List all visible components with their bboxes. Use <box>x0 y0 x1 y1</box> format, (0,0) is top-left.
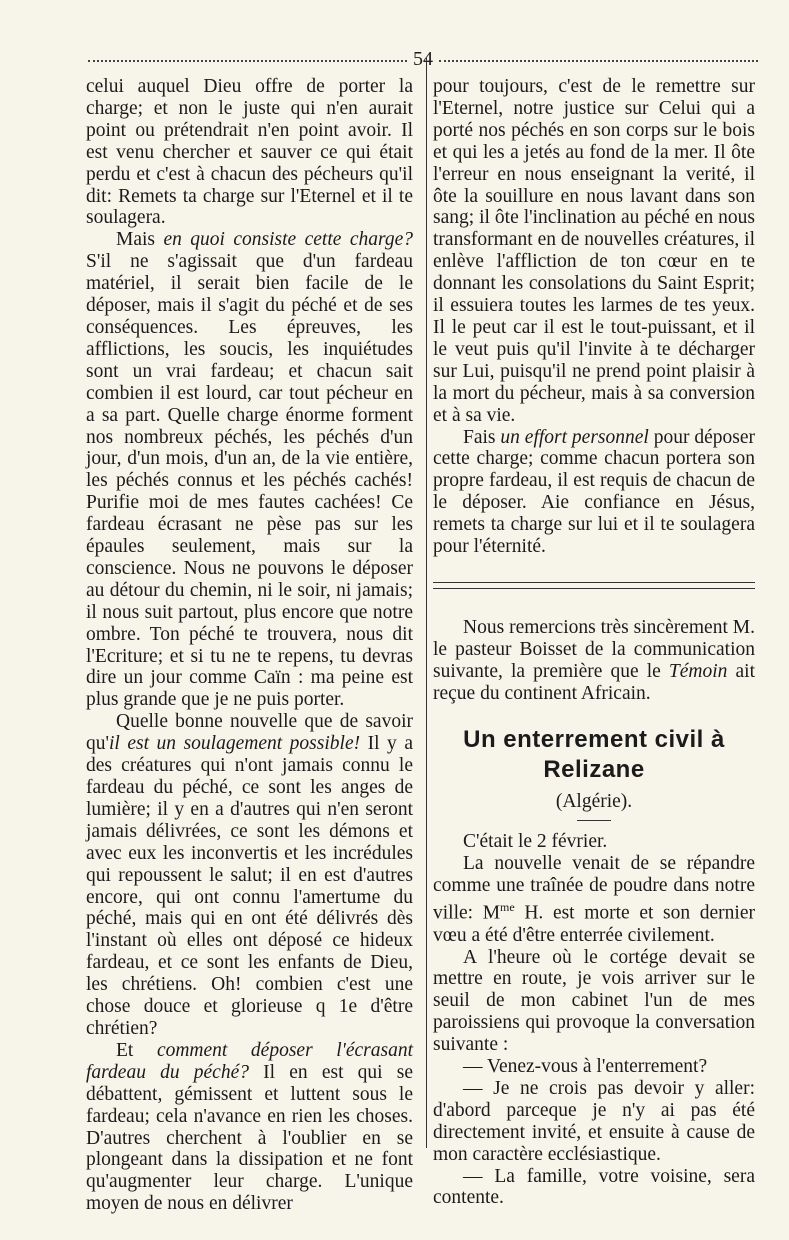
header-rule-right <box>439 60 758 62</box>
paragraph: celui auquel Dieu offre de porter la charge; et non le juste qui n'en aurait point ou prétendrait n'en point avoir. Il est venu chercher et sauver ce qui était perdu et c'est à chacun des pécheurs qu'il dit: Remets ta charge sur l'Eternel et il te soulagera. <box>86 76 413 229</box>
editorial-note: Nous remercions très sincèrement M. le pasteur Boisset de la communication suivante, la première que le Témoin ait reçue du continent Africain. <box>433 616 755 704</box>
paragraph: pour toujours, c'est de le remettre sur l'Eternel, notre justice sur Celui qui a porté nos péchés en son corps sur le bois et qui les a jetés au fond de la mer. Il ôte l'erreur en nous enseignant la verité, il ôte la souillure en nous lavant dans son sang; il ôte l'inclination au péché en nous transformant en de nouvelles créatures, il enlève l'affliction de ton cœur en te donnant les consolations du Saint Esprit; il essuiera toutes les larmes de tes yeux. Il le peut car il est le tout-puissant, et il le veut puis qu'il l'invite à te décharger sur Lui, puisqu'il ne prend point plaisir à la mort du pécheur, mais à sa conversion et à sa vie. <box>433 76 755 426</box>
paragraph: Quelle bonne nouvelle que de savoir qu'il est un soulagement possible! Il y a des créatures qui n'ont jamais connu le fardeau du péché, ce sont les anges de lumière; il y en a d'autres qui n'en seront jamais délivrées, ce sont les démons et avec eux les inconvertis et les incrédules qui repoussent le salut; il en est d'autres encore, qui ont connu l'amertume du péché, mais qui en ont été délivrés dès l'instant où elles ont déposé ce hideux fardeau, et ce sont les enfants de Dieu, les chrétiens. Oh! combien c'est une chose douce et glorieuse q 1e d'être chrétien? <box>86 711 413 1039</box>
right-column <box>433 76 755 1209</box>
dialogue-line: — Venez-vous à l'enterrement? <box>463 1056 708 1078</box>
paragraph: A l'heure où le cortége devait se mettre en route, je vois arriver sur le seuil de mon cabinet l'un de mes paroissiens qui provoque la conversation suivante : <box>433 946 755 1056</box>
header-rule-left <box>88 60 407 62</box>
dialogue-line: — Je ne crois pas devoir y aller: d'abord parceque je n'y ai pas été directement invité, et ensuite à cause de mon caractère ecclésiastique. <box>433 1077 755 1165</box>
paragraph: Mais en quoi consiste cette charge? S'il ne s'agissait que d'un fardeau matériel, il serait bien facile de le déposer, mais il s'agit du péché et de ses conséquences. Les épreuves, les afflictions, les soucis, les inquiétudes sont un vrai fardeau; et chacun sait combien il est lourd, car tout pécheur en a sa part. Quelle charge énorme forment nos nombreux péchés, les péchés d'un jour, d'un mois, d'un an, de la vie entière, les péchés connus et les péchés cachés! Purifie moi de mes fautes cachées! Ce fardeau écrasant ne pèse pas sur les épaules seulement, mais sur la conscience. Nous ne pouvons le déposer au détour du chemin, ni le soir, ni jamais; il nous suit partout, plus encore que notre ombre. Ton péché te trouvera, nous dit l'Ecriture; et si tu ne te repens, tu devras dire un jour comme Caïn : ma peine est plus grande que je ne puis porter. <box>86 229 414 711</box>
paragraph: Et comment déposer l'écrasant fardeau du péché? Il en est qui se débattent, gémissent et luttent sous le fardeau; cela n'avance en rien les choses. D'autres cherchent à l'oublier en se plongeant dans la dissipation et ne font qu'augmenter leur charge. L'unique moyen de nous en délivrer <box>86 1039 413 1215</box>
page-header <box>88 44 758 74</box>
title-rule <box>577 820 611 821</box>
section-divider <box>433 582 755 589</box>
column-divider <box>426 58 427 1148</box>
paragraph: C'était le 2 février. <box>463 831 608 853</box>
left-column <box>86 76 413 1215</box>
article-title: Un enterrement civil à Relizane <box>463 725 725 783</box>
page-number: 54 <box>413 48 433 70</box>
paragraph: La nouvelle venait de se répandre comme une traînée de poudre dans notre ville: $M^{me}$ H. est morte et son dernier vœu a été d'être enterrée civilement. <box>433 853 755 946</box>
dialogue-line: — La famille, votre voisine, sera contente. <box>433 1165 755 1209</box>
article-subtitle: (Algérie). <box>555 790 633 812</box>
paragraph: Fais un effort personnel pour déposer cette charge; comme chacun portera son propre fardeau, il est requis de chacun de le déposer. Aie confiance en Jésus, remets ta charge sur lui et il te soulagera pour l'éternité. <box>433 426 756 558</box>
